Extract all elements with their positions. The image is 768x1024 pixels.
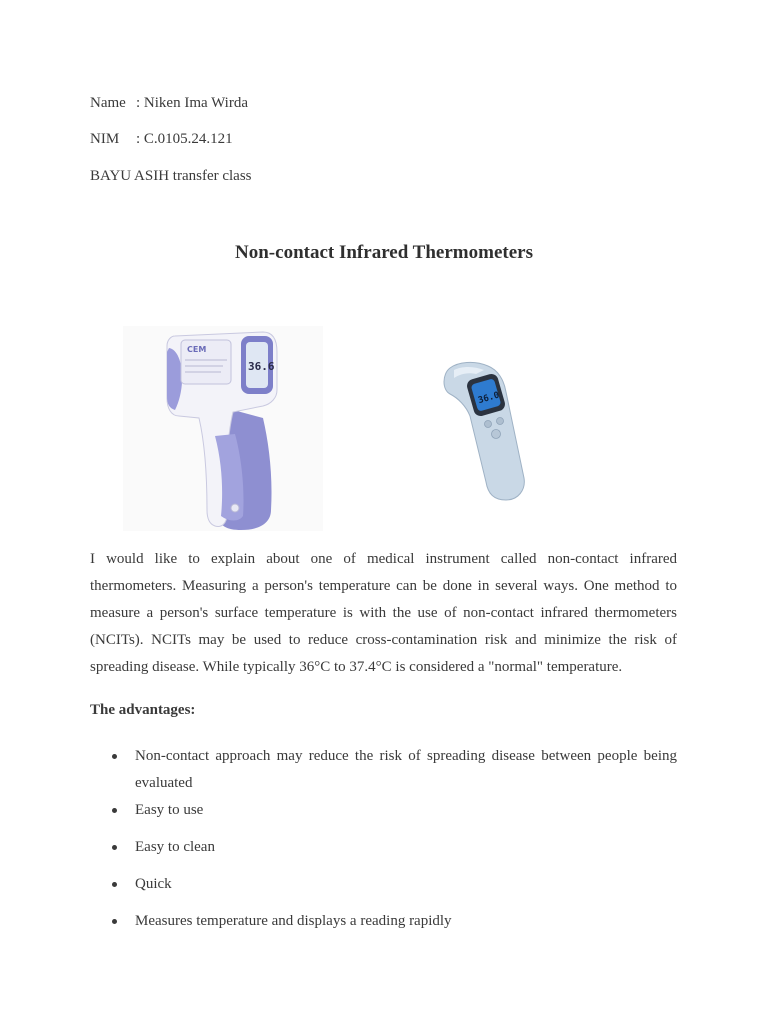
intro-paragraph: I would like to explain about one of medical instrument called non-contact infrared thermometers. Measuring a person's temperature can be done in several ways. One method to measure a person's surface temperature is with the use of non-contact infrared thermometers (NCITs). NCITs may be used to reduce cross-contamination risk and minimize the risk of spreading disease. While typically 36°C to 37.4°C is considered a "normal" temperature. <box>90 551 677 675</box>
bullet-icon <box>112 882 117 887</box>
list-item <box>90 743 677 797</box>
list-item-text: Non-contact approach may reduce the risk of spreading disease between people being evaluated <box>135 748 677 791</box>
left-display-reading: 36.6 <box>248 360 275 373</box>
compact-thermometer-image <box>436 358 534 504</box>
list-item-text: Easy to clean <box>135 839 215 855</box>
list-item-text: Easy to use <box>135 802 204 818</box>
class-line: BAYU ASIH transfer class <box>90 168 252 184</box>
list-item-text: Measures temperature and displays a reading rapidly <box>135 913 452 929</box>
document-title: Non-contact Infrared Thermometers <box>235 242 533 263</box>
bullet-icon <box>112 919 117 924</box>
list-item-text: Quick <box>135 876 172 892</box>
list-item <box>90 871 677 898</box>
advantages-heading: The advantages: <box>90 702 196 718</box>
name-label: Name <box>90 95 126 111</box>
bullet-icon <box>112 808 117 813</box>
list-item <box>90 834 677 861</box>
handheld-thermometer-icon <box>123 326 323 531</box>
compact-thermometer-icon <box>436 358 534 504</box>
right-display-reading: 36.0 <box>477 390 501 407</box>
thermometer-gun-image <box>123 326 323 531</box>
bullet-icon <box>112 754 117 759</box>
list-item <box>90 797 677 824</box>
name-value: : Niken Ima Wirda <box>136 95 249 111</box>
nim-value: : C.0105.24.121 <box>136 131 233 147</box>
brand-text: CEM <box>187 345 207 354</box>
student-name-line <box>90 94 248 112</box>
list-item <box>90 908 677 935</box>
nim-label: NIM <box>90 131 120 147</box>
bullet-icon <box>112 845 117 850</box>
student-nim-line <box>90 130 233 148</box>
